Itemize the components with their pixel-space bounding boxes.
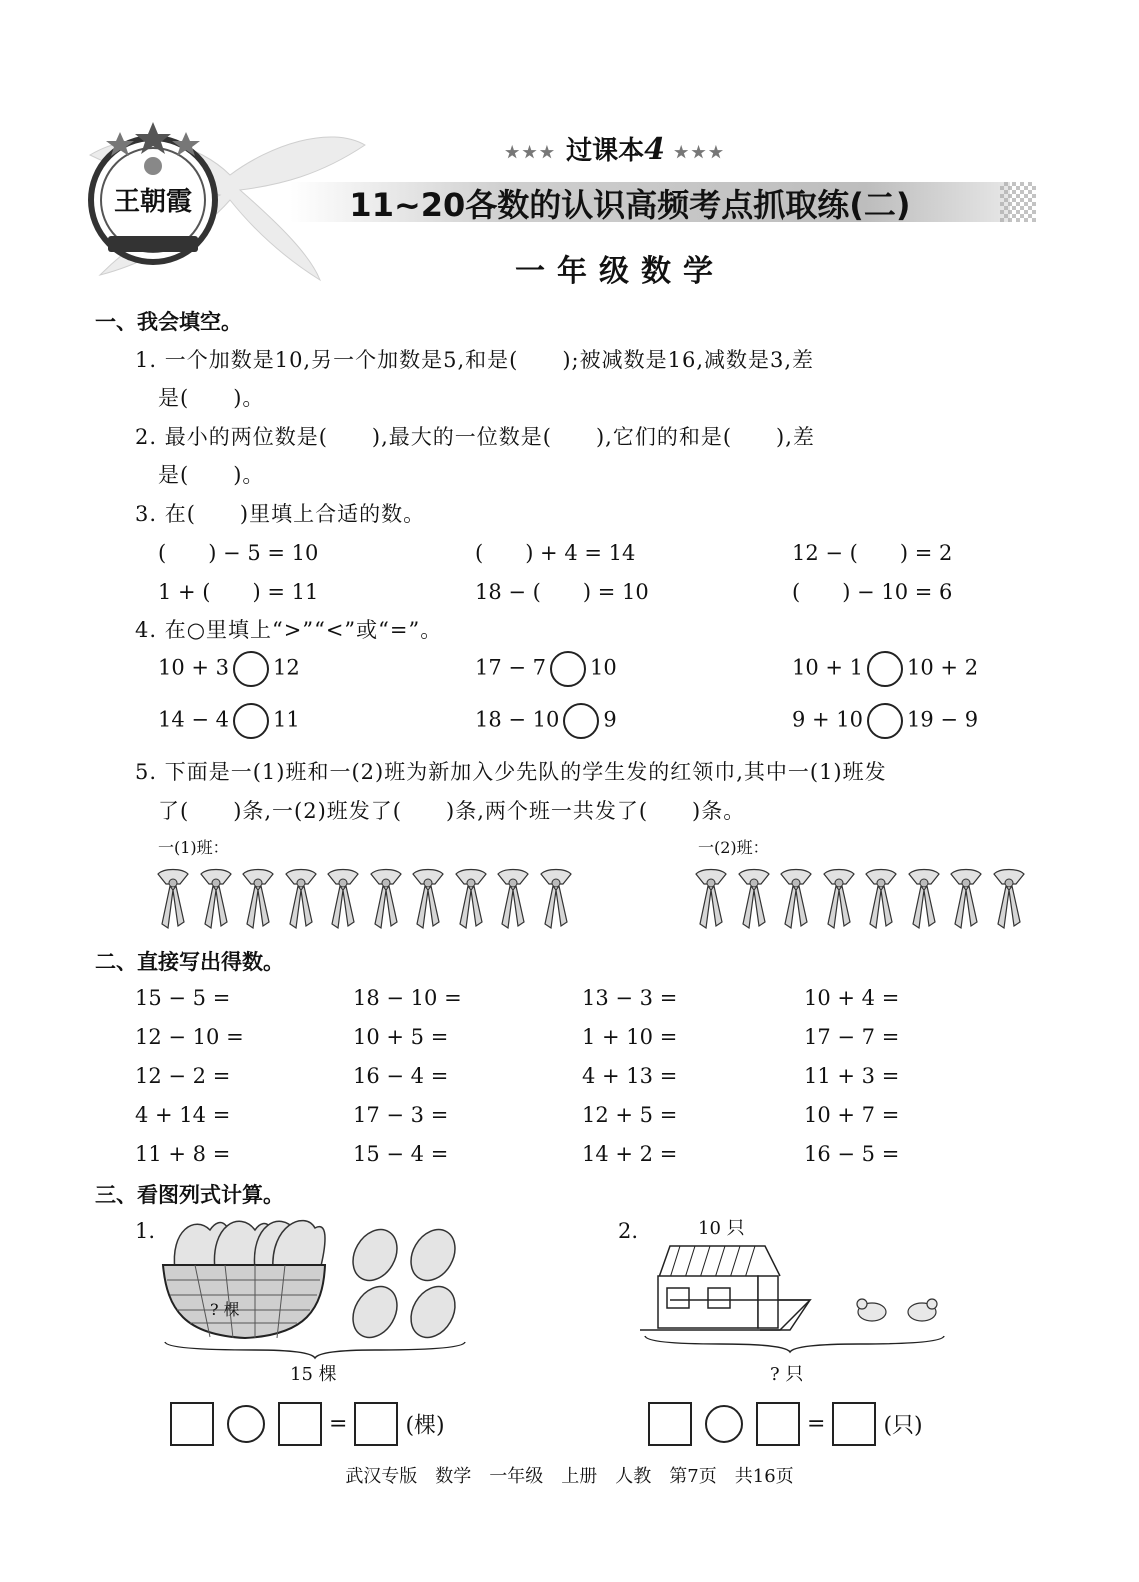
equals-sign: =	[807, 1411, 826, 1437]
stars-left-icon: ★★★	[505, 142, 558, 162]
direct-answer-grid	[135, 986, 1035, 1176]
q4-compare-4: 14 − 4 11	[158, 703, 300, 739]
p1-number: 1.	[135, 1219, 156, 1243]
basket-label: ? 棵	[210, 1300, 240, 1319]
red-scarf-icon	[241, 866, 275, 930]
p2-top-label: 10 只	[698, 1218, 745, 1239]
q3-eq-3: 12 − ( ) = 2	[792, 541, 953, 565]
red-scarf-icon	[284, 866, 318, 930]
cabbage-illustration	[155, 1210, 475, 1360]
q3-eq-1: ( ) − 5 = 10	[158, 541, 319, 565]
section-1-heading: 一、我会填空。	[95, 310, 242, 334]
red-scarf-icon	[454, 866, 488, 930]
page-footer: 武汉专版 数学 一年级 上册 人教 第7页 共16页	[345, 1466, 794, 1487]
answer-box[interactable]	[648, 1402, 692, 1446]
direct-answer-item: 16 − 5 =	[804, 1142, 900, 1166]
checker-decoration	[1000, 182, 1036, 222]
direct-answer-item: 11 + 3 =	[804, 1064, 900, 1088]
p1-answer-row	[170, 1402, 445, 1446]
equals-sign: =	[329, 1411, 348, 1437]
q3-line: 3. 在( )里填上合适的数。	[135, 502, 426, 526]
series-number: 4	[644, 132, 665, 167]
q4-compare-1: 10 + 3 12	[158, 651, 300, 687]
operator-circle[interactable]	[227, 1405, 265, 1443]
q2-line2: 是( )。	[158, 463, 265, 487]
red-scarf-icon	[496, 866, 530, 930]
compare-circle[interactable]	[550, 651, 586, 687]
direct-answer-item: 12 − 10 =	[135, 1025, 244, 1049]
direct-answer-item: 10 + 5 =	[353, 1025, 449, 1049]
direct-answer-item: 11 + 8 =	[135, 1142, 231, 1166]
direct-answer-item: 18 − 10 =	[353, 986, 462, 1010]
compare-circle[interactable]	[233, 651, 269, 687]
red-scarf-icon	[156, 866, 190, 930]
section-2-heading: 二、直接写出得数。	[95, 950, 284, 974]
answer-box[interactable]	[354, 1402, 398, 1446]
q3-eq-2: ( ) + 4 = 14	[475, 541, 636, 565]
answer-box[interactable]	[756, 1402, 800, 1446]
henhouse-illustration	[640, 1238, 960, 1358]
direct-answer-item: 16 − 4 =	[353, 1064, 449, 1088]
page-subtitle: 一年级数学	[515, 254, 725, 289]
red-scarf-icon	[779, 866, 813, 930]
direct-answer-item: 4 + 14 =	[135, 1103, 231, 1127]
series-text: 过课本	[566, 136, 645, 166]
q2-line1: 2. 最小的两位数是( ),最大的一位数是( ),它们的和是( ),差	[135, 425, 815, 449]
class2-label: 一(2)班：	[698, 838, 769, 857]
red-scarf-icon	[822, 866, 856, 930]
p1-unit: (棵)	[405, 1413, 445, 1439]
stars-right-icon: ★★★	[674, 142, 727, 162]
direct-answer-item: 14 + 2 =	[582, 1142, 678, 1166]
p2-answer-row	[648, 1402, 923, 1446]
red-scarf-icon	[694, 866, 728, 930]
red-scarf-icon	[369, 866, 403, 930]
direct-answer-item: 17 − 7 =	[804, 1025, 900, 1049]
logo-emblem	[78, 118, 228, 268]
logo-text: 王朝霞	[113, 187, 193, 217]
series-label	[505, 130, 726, 167]
q4-compare-3: 10 + 1 10 + 2	[792, 651, 978, 687]
direct-answer-item: 10 + 7 =	[804, 1103, 900, 1127]
compare-circle[interactable]	[867, 703, 903, 739]
answer-box[interactable]	[278, 1402, 322, 1446]
class1-label: 一(1)班：	[158, 838, 229, 857]
q3-eq-5: 18 − ( ) = 10	[475, 580, 649, 604]
q3-eq-4: 1 + ( ) = 11	[158, 580, 319, 604]
p2-bottom-label: ? 只	[770, 1364, 804, 1385]
p1-total: 15 棵	[290, 1364, 337, 1385]
class2-scarves	[694, 866, 1044, 932]
red-scarf-icon	[907, 866, 941, 930]
red-scarf-icon	[737, 866, 771, 930]
answer-box[interactable]	[170, 1402, 214, 1446]
q4-compare-6: 9 + 10 19 − 9	[792, 703, 978, 739]
q1-line1: 1. 一个加数是10,另一个加数是5,和是( );被减数是16,减数是3,差	[135, 348, 815, 372]
page-title: 11~20各数的认识高频考点抓取练(二)	[349, 186, 911, 224]
q4-compare-2: 17 − 7 10	[475, 651, 617, 687]
operator-circle[interactable]	[705, 1405, 743, 1443]
q5-line2: 了( )条,一(2)班发了( )条,两个班一共发了( )条。	[158, 799, 746, 823]
p2-unit: (只)	[883, 1413, 923, 1439]
q1-line2: 是( )。	[158, 386, 265, 410]
direct-answer-item: 17 − 3 =	[353, 1103, 449, 1127]
direct-answer-item: 12 + 5 =	[582, 1103, 678, 1127]
compare-circle[interactable]	[233, 703, 269, 739]
red-scarf-icon	[864, 866, 898, 930]
direct-answer-item: 1 + 10 =	[582, 1025, 678, 1049]
red-scarf-icon	[949, 866, 983, 930]
red-scarf-icon	[411, 866, 445, 930]
direct-answer-item: 15 − 5 =	[135, 986, 231, 1010]
direct-answer-item: 4 + 13 =	[582, 1064, 678, 1088]
compare-circle[interactable]	[563, 703, 599, 739]
q5-line1: 5. 下面是一(1)班和一(2)班为新加入少先队的学生发的红领巾,其中一(1)班发	[135, 760, 887, 784]
direct-answer-item: 13 − 3 =	[582, 986, 678, 1010]
red-scarf-icon	[199, 866, 233, 930]
q4-line: 4. 在○里填上“>”“<”或“=”。	[135, 618, 443, 642]
p2-number: 2.	[618, 1219, 639, 1243]
direct-answer-item: 10 + 4 =	[804, 986, 900, 1010]
red-scarf-icon	[326, 866, 360, 930]
compare-circle[interactable]	[867, 651, 903, 687]
q4-compare-5: 18 − 10 9	[475, 703, 617, 739]
answer-box[interactable]	[832, 1402, 876, 1446]
class1-scarves	[156, 866, 586, 932]
q3-eq-6: ( ) − 10 = 6	[792, 580, 953, 604]
direct-answer-item: 15 − 4 =	[353, 1142, 449, 1166]
section-3-heading: 三、看图列式计算。	[95, 1183, 284, 1207]
red-scarf-icon	[992, 866, 1026, 930]
direct-answer-item: 12 − 2 =	[135, 1064, 231, 1088]
red-scarf-icon	[539, 866, 573, 930]
